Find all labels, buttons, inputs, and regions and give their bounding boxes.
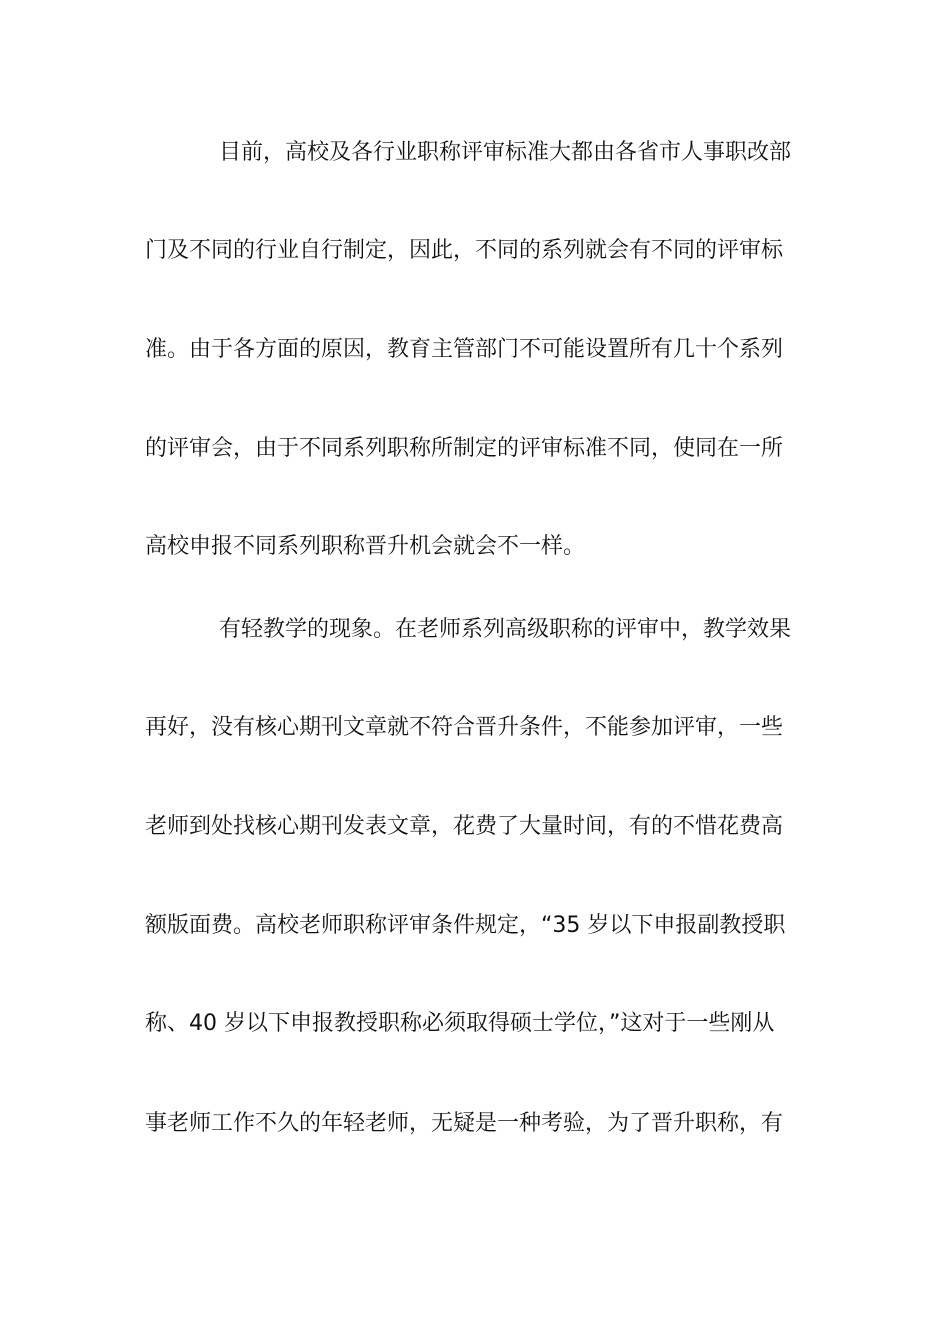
- paragraph-1-line-2: 门及不同的行业自行制定，因此，不同的系列就会有不同的评审标: [145, 238, 784, 263]
- paragraph-2-line-3: 老师到处找核心期刊发表文章，花费了大量时间，有的不惜花费高: [145, 814, 784, 839]
- paragraph-1-line-4: 的评审会，由于不同系列职称所制定的评审标准不同，使同在一所: [145, 436, 784, 461]
- paragraph-2-line-4: 额版面费。高校老师职称评审条件规定，“35 岁以下申报副教授职: [145, 913, 786, 938]
- paragraph-1-line-3: 准。由于各方面的原因，教育主管部门不可能设置所有几十个系列: [145, 337, 784, 362]
- paragraph-2-line-2: 再好，没有核心期刊文章就不符合晋升条件，不能参加评审，一些: [145, 715, 784, 740]
- paragraph-1-line-1: 目前，高校及各行业职称评审标准大都由各省市人事职改部: [219, 140, 792, 165]
- paragraph-2-line-6: 事老师工作不久的年轻老师，无疑是一种考验，为了晋升职称，有: [145, 1111, 784, 1136]
- paragraph-2-line-1: 有轻教学的现象。在老师系列高级职称的评审中，教学效果: [219, 617, 792, 642]
- paragraph-2-line-5: 称、40 岁以下申报教授职称必须取得硕士学位，”这对于一些刚从: [145, 1011, 775, 1036]
- paragraph-1-line-5: 高校申报不同系列职称晋升机会就会不一样。: [145, 534, 586, 559]
